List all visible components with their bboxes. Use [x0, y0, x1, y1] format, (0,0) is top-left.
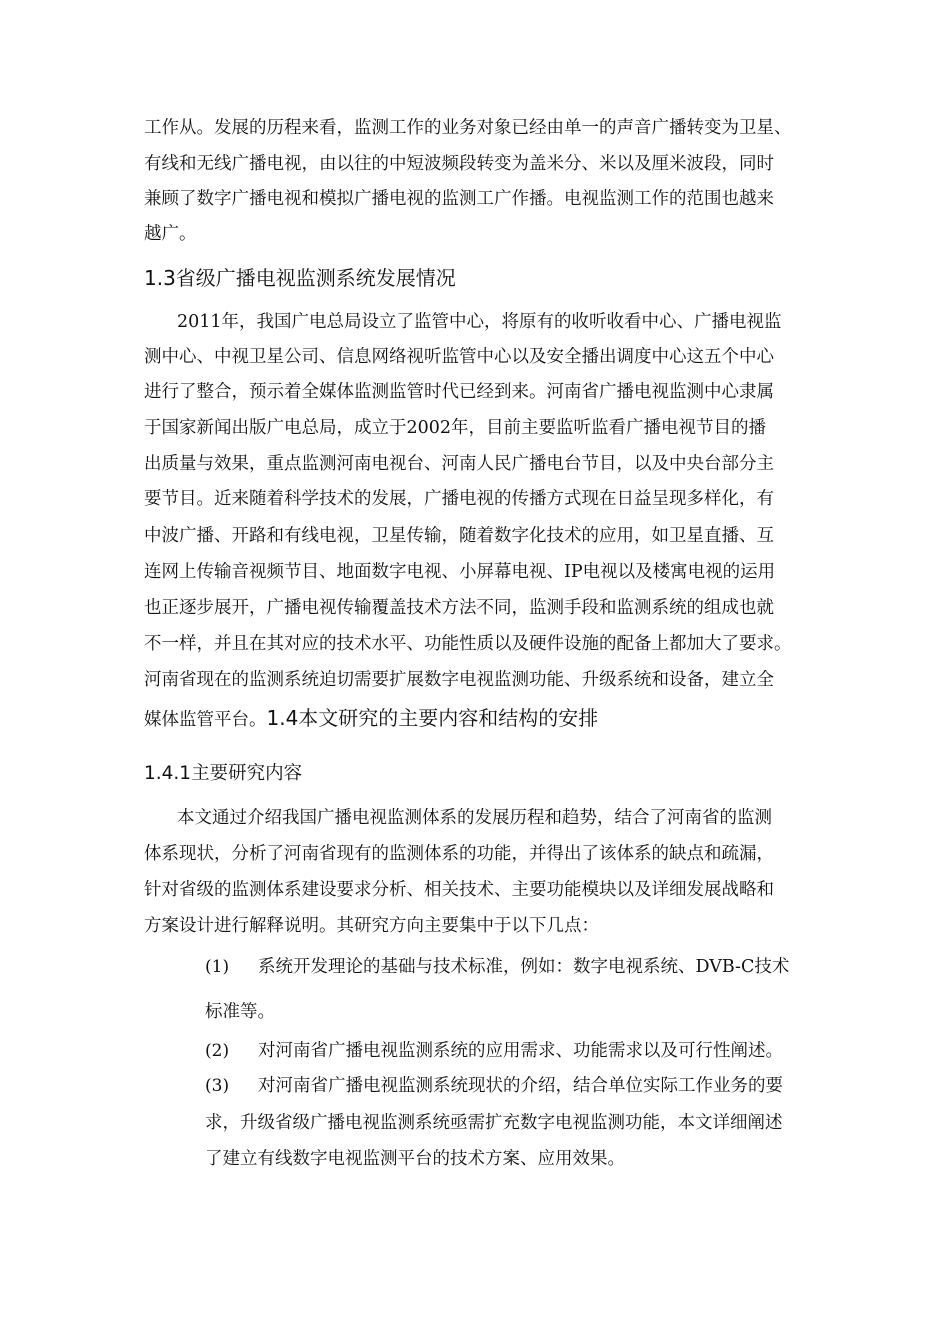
section-1-3-heading: 1.3省级广播电视监测系统发展情况	[144, 266, 456, 290]
s141-line-1: 本文通过介绍我国广播电视监测体系的发展历程和趋势，结合了河南省的监测	[177, 808, 772, 828]
list-item-3-text: 对河南省广播电视监测系统现状的介绍，结合单位实际工作业务的要	[258, 1076, 783, 1096]
s13-last-line-text: 媒体监管平台。	[144, 710, 267, 730]
s141-line-4: 方案设计进行解释说明。其研究方向主要集中于以下几点：	[144, 916, 599, 936]
intro-line-2: 有线和无线广播电视，由以往的中短波频段转变为盖米分、米以及厘米波段，同时	[144, 154, 774, 174]
s13-line-9: 也正逐步展开，广播电视传输覆盖技术方法不同，监测手段和监测系统的组成也就	[144, 598, 774, 618]
section-1-4-1-heading: 1.4.1主要研究内容	[144, 763, 303, 784]
s13-line-11: 河南省现在的监测系统迫切需要扩展数字电视监测功能、升级系统和设备，建立全	[144, 670, 774, 690]
s13-line-4: 于国家新闻出版广电总局，成立于2002年，目前主要监听监看广播电视节目的播	[144, 418, 767, 438]
list-item-1-text: 系统开发理论的基础与技术标准，例如：数字电视系统、DVB-C技术	[258, 957, 790, 977]
section-1-4-heading: 1.4本文研究的主要内容和结构的安排	[266, 706, 599, 730]
s141-line-3: 针对省级的监测体系建设要求分析、相关技术、主要功能模块以及详细发展战略和	[144, 880, 774, 900]
intro-line-3: 兼顾了数字广播电视和模拟广播电视的监测工广作播。电视监测工作的范围也越来	[144, 189, 774, 209]
s13-line-5: 出质量与效果，重点监测河南电视台、河南人民广播电台节目，以及中央台部分主	[144, 454, 774, 474]
s13-line-3: 进行了整合，预示着全媒体监测监管时代已经到来。河南省广播电视监测中心隶属	[144, 382, 774, 402]
s13-line-1: 2011年，我国广电总局设立了监管中心，将原有的收听收看中心、广播电视监	[177, 312, 782, 332]
s13-line-10: 不一样，并且在其对应的技术水平、功能性质以及硬件设施的配备上都加大了要求。	[144, 634, 792, 654]
intro-line-4: 越广。	[144, 224, 197, 244]
list-item-2-number: (2)	[205, 1041, 230, 1061]
list-item-3-continuation-2: 了建立有线数字电视监测平台的技术方案、应用效果。	[205, 1149, 625, 1169]
list-item-1-number: (1)	[205, 957, 230, 977]
list-item-2-text: 对河南省广播电视监测系统的应用需求、功能需求以及可行性阐述。	[258, 1041, 783, 1061]
s13-line-7: 中波广播、开路和有线电视，卫星传输，随着数字化技术的应用，如卫星直播、互	[144, 526, 774, 546]
intro-line-1: 工作从。发展的历程来看，监测工作的业务对象已经由单一的声音广播转变为卫星、	[144, 118, 792, 138]
s13-line-6: 要节目。近来随着科学技术的发展，广播电视的传播方式现在日益呈现多样化，有	[144, 489, 774, 509]
list-item-3-continuation-1: 求，升级省级广播电视监测系统亟需扩充数字电视监测功能，本文详细阐述	[205, 1113, 783, 1133]
s141-line-2: 体系现状，分析了河南省现有的监测体系的功能，并得出了该体系的缺点和疏漏，	[144, 844, 774, 864]
s13-line-8: 连网上传输音视频节目、地面数字电视、小屏幕电视、IP电视以及楼寓电视的运用	[144, 562, 776, 582]
s13-last-line	[144, 706, 598, 732]
list-item-3-number: (3)	[205, 1076, 230, 1096]
s13-line-2: 测中心、中视卫星公司、信息网络视听监管中心以及安全播出调度中心这五个中心	[144, 347, 774, 367]
list-item-1-continuation: 标准等。	[205, 1002, 275, 1022]
